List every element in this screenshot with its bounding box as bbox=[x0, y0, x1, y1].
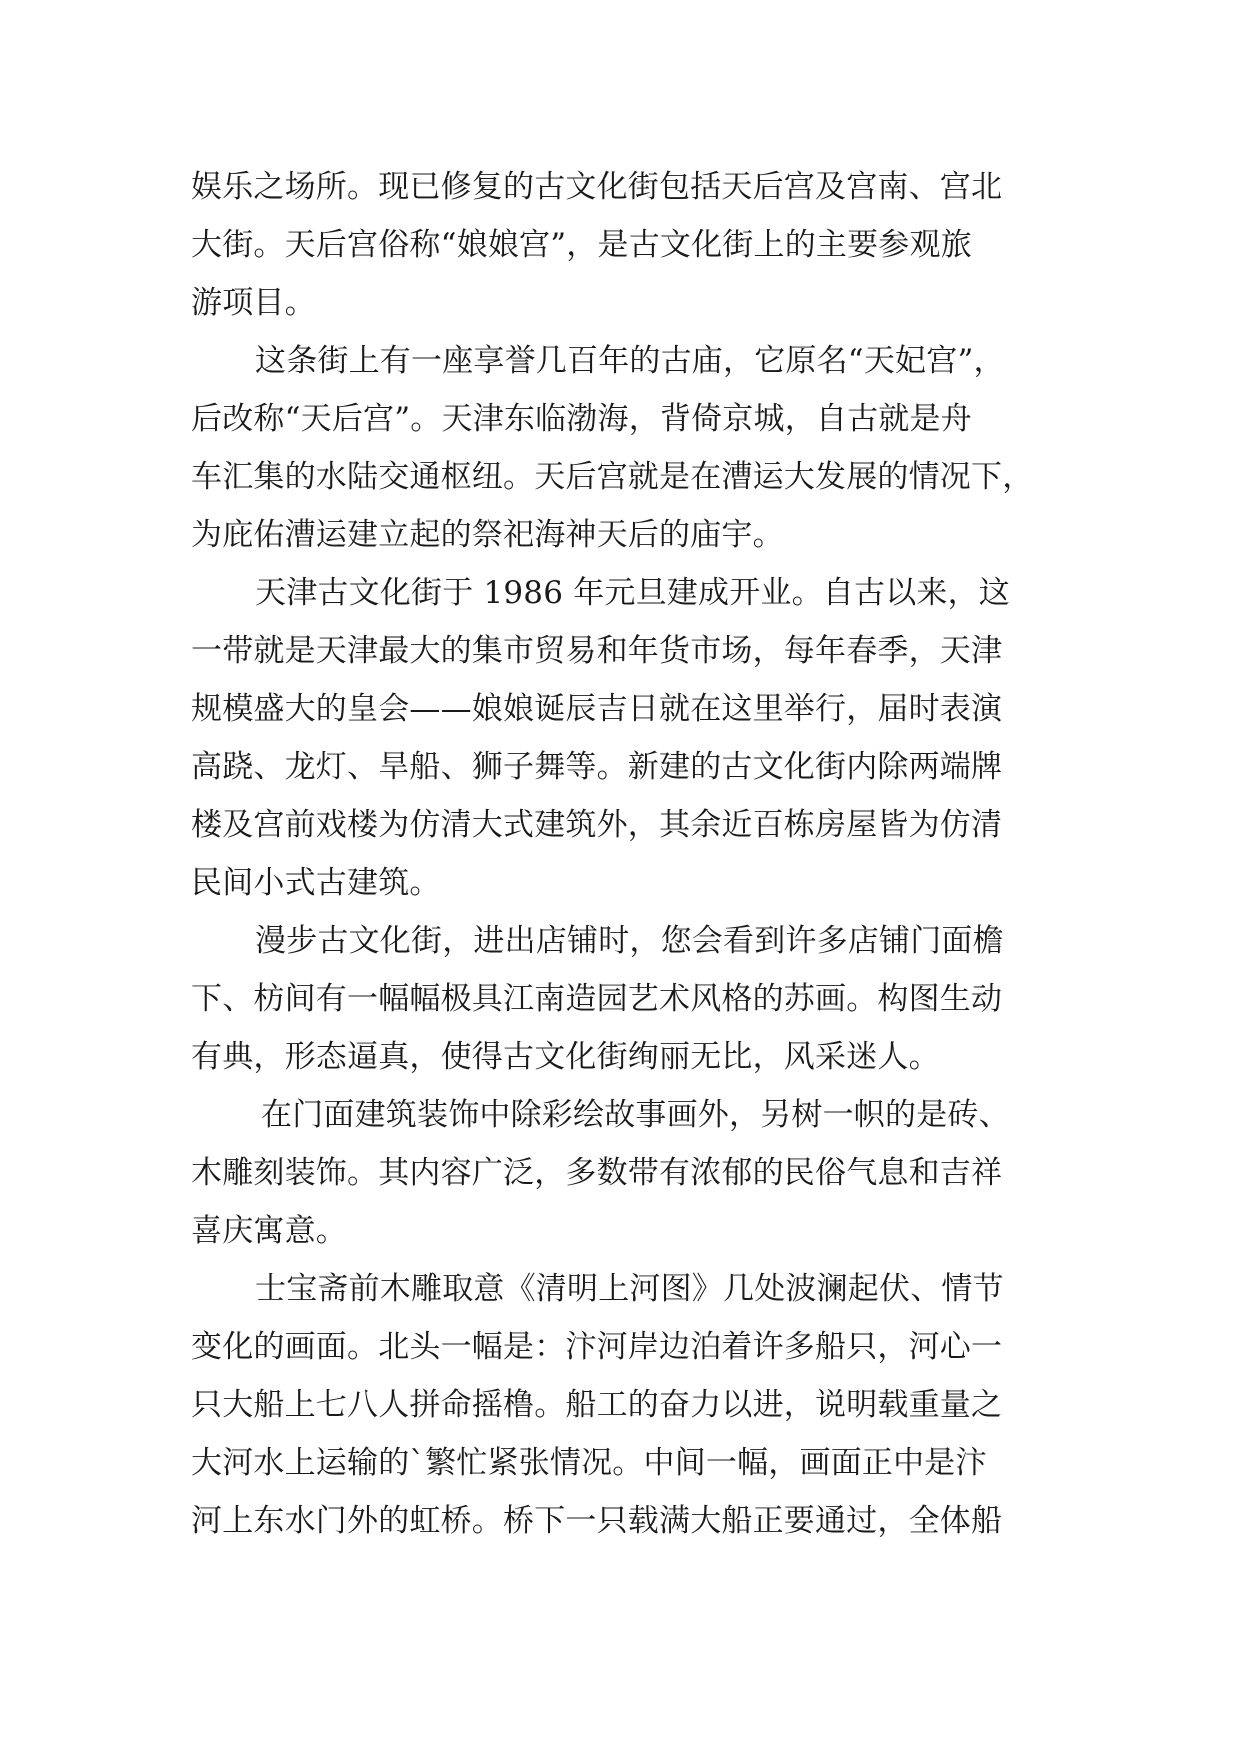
paragraph-first-line: 士宝斋前木雕取意《清明上河图》几处波澜起伏、情节 bbox=[255, 1271, 1004, 1307]
text-line: 为庇佑漕运建立起的祭祀海神天后的庙宇。 bbox=[191, 517, 784, 553]
text-line: 游项目。 bbox=[191, 285, 316, 321]
document-body bbox=[191, 158, 1053, 1550]
text-line: 喜庆寓意。 bbox=[191, 1213, 347, 1249]
paragraph-first-line: 这条街上有一座享誉几百年的古庙，它原名“天妃宫”， bbox=[255, 343, 1005, 379]
text-line: 后改称“天后宫”。天津东临渤海，背倚京城，自古就是舟 bbox=[191, 401, 972, 437]
text-line: 车汇集的水陆交通枢纽。天后宫就是在漕运大发展的情况下， bbox=[191, 459, 1034, 495]
text-line: 娱乐之场所。现已修复的古文化街包括天后宫及宫南、宫北 bbox=[191, 169, 1003, 205]
text-line: 木雕刻装饰。其内容广泛，多数带有浓郁的民俗气息和吉祥 bbox=[191, 1155, 1003, 1191]
text-line: 河上东水门外的虹桥。桥下一只载满大船正要通过，全体船 bbox=[191, 1503, 1003, 1539]
paragraph-first-line: 漫步古文化街，进出店铺时，您会看到许多店铺门面檐 bbox=[255, 923, 1004, 959]
text-line: 有典，形态逼真，使得古文化街绚丽无比，风采迷人。 bbox=[191, 1039, 940, 1075]
text-line: 楼及宫前戏楼为仿清大式建筑外，其余近百栋房屋皆为仿清 bbox=[191, 807, 1003, 843]
text-line: 高跷、龙灯、旱船、狮子舞等。新建的古文化街内除两端牌 bbox=[191, 749, 1003, 785]
text-line: 变化的画面。北头一幅是：汴河岸边泊着许多船只，河心一 bbox=[191, 1329, 1003, 1365]
text-line: 大街。天后宫俗称“娘娘宫”，是古文化街上的主要参观旅 bbox=[191, 227, 972, 263]
paragraph-first-line: 在门面建筑装饰中除彩绘故事画外，另树一帜的是砖、 bbox=[261, 1097, 1010, 1133]
text-line: 只大船上七八人拼命摇橹。船工的奋力以进，说明载重量之 bbox=[191, 1387, 1003, 1423]
text-line: 规模盛大的皇会——娘娘诞辰吉日就在这里举行，届时表演 bbox=[191, 691, 1003, 727]
paragraph-first-line: 天津古文化街于 1986 年元旦建成开业。自古以来，这 bbox=[255, 575, 1010, 611]
text-line: 民间小式古建筑。 bbox=[191, 865, 441, 901]
text-line: 大河水上运输的`繁忙紧张情况。中间一幅，画面正中是汴 bbox=[191, 1445, 987, 1481]
text-line: 一带就是天津最大的集市贸易和年货市场，每年春季，天津 bbox=[191, 633, 1003, 669]
text-line: 下、枋间有一幅幅极具江南造园艺术风格的苏画。构图生动 bbox=[191, 981, 1003, 1017]
